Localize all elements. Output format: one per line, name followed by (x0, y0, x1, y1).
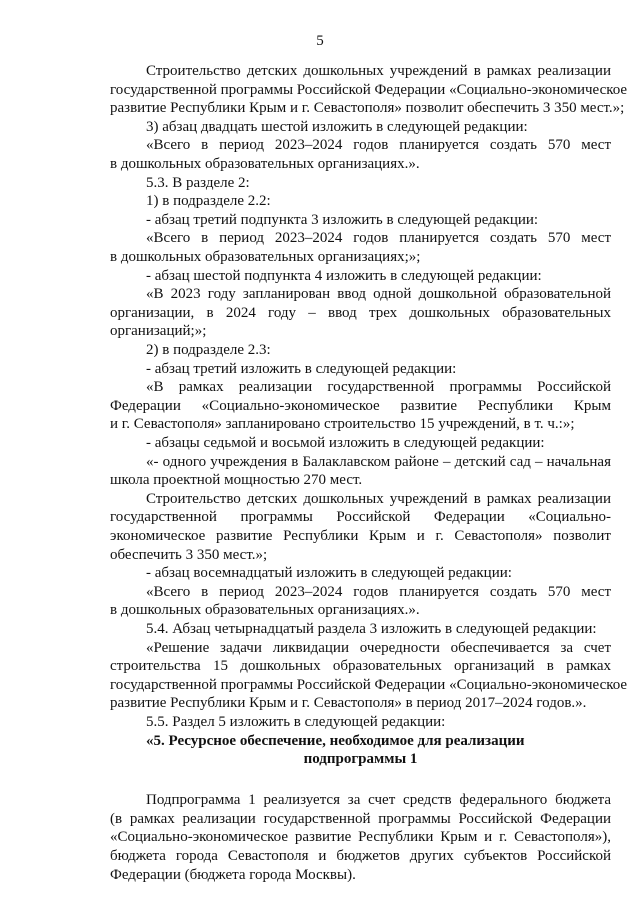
text-line: «В рамках реализации государственной программы Российской (146, 379, 611, 396)
section-heading-line-1: «5. Ресурсное обеспечение, необходимое для реализации (146, 732, 525, 749)
text-line: «Всего в период 2023–2024 годов планируется создать 570 мест (146, 583, 611, 600)
text-line: в дошкольных образовательных организациях.». (110, 156, 420, 172)
text-line: «Социально-экономическое развитие Республики Крым и г. Севастополя»), (110, 829, 611, 846)
text-line: «Всего в период 2023–2024 годов планируется создать 570 мест (146, 230, 611, 247)
text-line: «Всего в период 2023–2024 годов планируется создать 570 мест (146, 137, 611, 154)
text-line: - абзац восемнадцатый изложить в следующей редакции: (146, 565, 512, 582)
text-line: «- одного учреждения в Балаклавском районе – детский сад – начальная (146, 453, 611, 470)
text-line: - абзац третий подпункта 3 изложить в следующей редакции: (146, 211, 539, 228)
text-line: Федерации «Социально-экономическое развитие Республики Крым (110, 397, 611, 414)
text-line: и г. Севастополя» запланировано строительство 15 учреждений, в т. ч.:»; (110, 416, 575, 433)
text-line: Федерации (бюджета города Москвы). (110, 866, 356, 883)
text-line: 5.5. Раздел 5 изложить в следующей редакции: (146, 714, 446, 730)
text-line: организаций;»; (110, 323, 207, 340)
text-line: 3) абзац двадцать шестой изложить в следующей редакции: (146, 118, 528, 135)
text-line: в дошкольных образовательных организациях;»; (110, 249, 421, 265)
text-line: 5.3. В разделе 2: (146, 174, 250, 191)
text-line: бюджета города Севастополя и бюджетов других субъектов Российской (110, 847, 611, 864)
page-number: 5 (316, 33, 324, 49)
text-line: развитие Республики Крым и г. Севастополя» позволит обеспечить 3 350 мест.»; (110, 100, 625, 117)
text-line: в дошкольных образовательных организациях.». (110, 602, 420, 619)
text-line: государственной программы Российской Федерации «Социально- (110, 509, 611, 526)
text-line: 5.4. Абзац четырнадцатый раздела 3 изложить в следующей редакции: (146, 621, 597, 637)
text-line: 2) в подразделе 2.3: (146, 342, 271, 358)
text-line: развитие Республики Крым и г. Севастополя» в период 2017–2024 годов.». (110, 695, 587, 712)
text-line: - абзацы седьмой и восьмой изложить в следующей редакции: (146, 435, 545, 451)
text-line: экономическое развитие Республики Крым и г. Севастополя» позволит (110, 528, 611, 544)
text-line: «В 2023 году запланирован ввод одной дошкольной образовательной (146, 286, 611, 303)
text-line: государственной программы Российской Федерации «Социально-экономическое (110, 81, 628, 98)
section-heading-line-2: подпрограммы 1 (303, 751, 418, 768)
text-line: обеспечить 3 350 мест.»; (110, 546, 268, 563)
text-line: - абзац шестой подпункта 4 изложить в следующей редакции: (146, 267, 542, 284)
text-line: 1) в подразделе 2.2: (146, 193, 271, 210)
text-line: «Решение задачи ликвидации очередности обеспечивается за счет (146, 639, 611, 656)
text-line: государственной программы Российской Федерации «Социально-экономическое (110, 676, 628, 693)
text-line: строительства 15 дошкольных образовательных организаций в рамках (110, 658, 611, 675)
text-line: - абзац третий изложить в следующей редакции: (146, 360, 457, 377)
text-line: Строительство детских дошкольных учреждений в рамках реализации (146, 63, 611, 79)
text-line: организации, в 2024 году – ввод трех дошкольных образовательных (110, 304, 611, 321)
text-line: Подпрограмма 1 реализуется за счет средств федерального бюджета (146, 792, 611, 809)
text-line: (в рамках реализации государственной программы Российской Федерации (110, 810, 611, 827)
text-line: Строительство детских дошкольных учреждений в рамках реализации (146, 490, 611, 507)
text-line: школа проектной мощностью 270 мест. (110, 472, 363, 489)
